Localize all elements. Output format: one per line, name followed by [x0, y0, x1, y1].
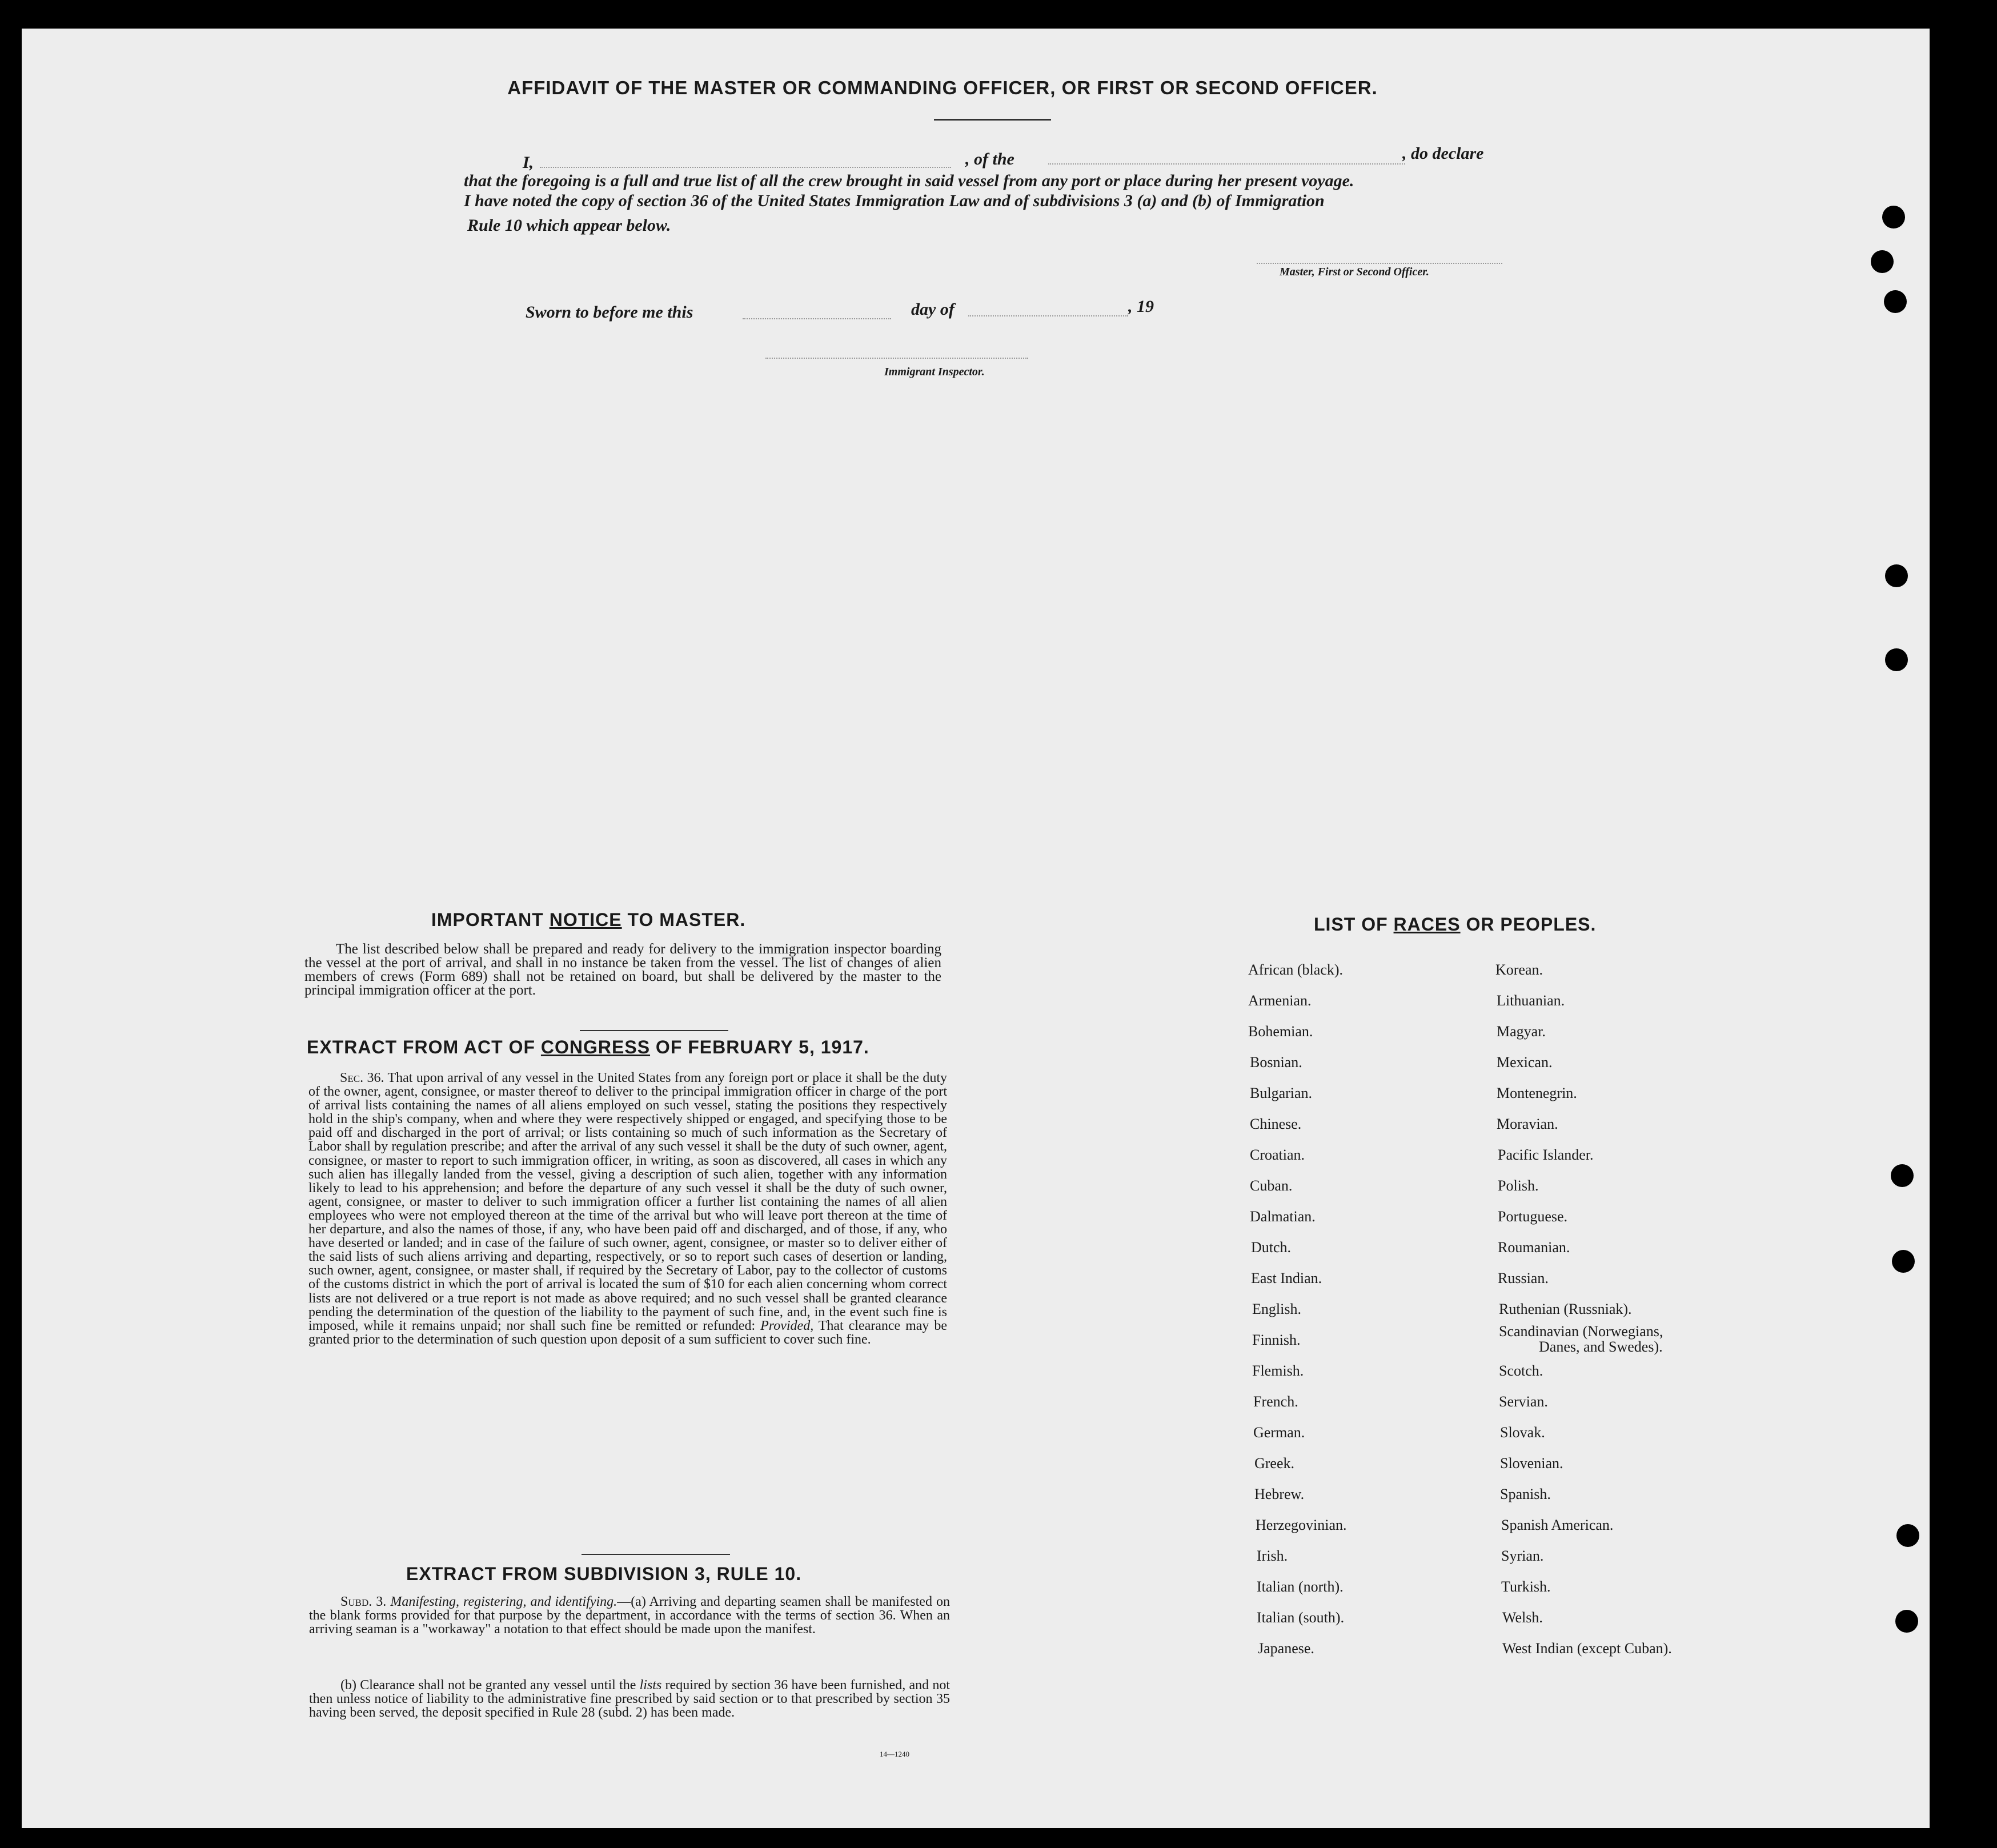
race-item: Welsh.	[1502, 1609, 1543, 1626]
race-item: Magyar.	[1497, 1023, 1546, 1040]
affiant-name-field[interactable]	[540, 167, 951, 168]
race-item: Turkish.	[1501, 1578, 1551, 1595]
notice-title-b: NOTICE	[549, 909, 622, 930]
act-title-c: OF FEBRUARY 5, 1917.	[650, 1037, 869, 1057]
race-item: Japanese.	[1258, 1640, 1314, 1657]
race-item: West Indian (except Cuban).	[1502, 1640, 1672, 1657]
races-title	[1314, 914, 1596, 935]
races-title-a: LIST OF	[1314, 914, 1394, 935]
punch-hole	[1884, 290, 1907, 313]
affidavit-line-4: Rule 10 which appear below.	[467, 216, 671, 235]
affidavit-title: AFFIDAVIT OF THE MASTER OR COMMANDING OFFICER, OR FIRST OR SECOND OFFICER.	[507, 77, 1378, 98]
sworn-label: Sworn to before me this	[526, 303, 693, 322]
race-item: Irish.	[1257, 1548, 1288, 1564]
act-body-end: That clearance may be granted prior to the determination of such question upon deposit of a sum sufficient to cover such fine.	[308, 1318, 948, 1347]
notice-title-a: IMPORTANT	[431, 909, 550, 930]
races-title-b: RACES	[1393, 914, 1461, 935]
form-number: 14—1240	[880, 1750, 909, 1758]
act-title-b: CONGRESS	[540, 1037, 651, 1057]
race-item: Montenegrin.	[1497, 1085, 1577, 1101]
punch-hole	[1885, 564, 1908, 587]
sworn-day-field[interactable]	[743, 318, 891, 319]
race-item: Slovak.	[1500, 1424, 1545, 1441]
race-item: Croatian.	[1250, 1147, 1305, 1163]
master-signature-label: Master, First or Second Officer.	[1280, 266, 1429, 278]
race-item: Lithuanian.	[1497, 992, 1565, 1009]
race-item: Pacific Islander.	[1498, 1147, 1594, 1163]
race-item: Servian.	[1499, 1393, 1548, 1410]
affiant-label: I,	[523, 153, 534, 172]
race-item: Finnish.	[1252, 1332, 1301, 1348]
race-item: English.	[1252, 1301, 1301, 1317]
race-item: Hebrew.	[1254, 1486, 1305, 1502]
act-body: That upon arrival of any vessel in the United States from any foreign port or place it shall be the duty of the owner, agent, consignee, or master thereof to deliver to the principal immigration officer in charge of the port of arrival lists containing the names of all aliens employed on such vessel, stating the positions they respectively hold in the ship's company, when and where they were respectively shipped or engaged, and specifying those to be paid off and discharged in the port of arrival; or lists containing so much of such information as the Secretary of Labor shall by regulation prescribe; and after the arrival of any such vessel it shall be the duty of such owner, agent, consignee, or master to report to such immigration officer, in writing, as soon as discovered, all cases in which any such alien has illegally landed from the vessel, giving a description of such alien, together with any information likely to lead to his apprehension; and before the departure of any such vessel it shall be the duty of such owner, agent, consignee, or master to deliver to such immigration officer a further list containing the names of all alien employees who were not employed thereon at the time of the arrival but who will leave port thereon at the time of her departure, and also the names of those, if any, who have been paid off and discharged, and of those, if any, who have deserted or landed; and in case of the failure of such owner, agent, consignee, or master so to deliver either of the said lists of such aliens arriving and departing, respectively, or so to report such cases of desertion or landing, such owner, agent, consignee, or master shall, if required by the Secretary of Labor, pay to the collector of customs of the customs district in which the port of arrival is located the sum of $10 for each alien concerning whom correct lists are not delivered or a true report is not made as above required; and no such vessel shall be granted clearance pending the determination of the question of the liability to the payment of such fine, and, in the event such fine is imposed, while it remains unpaid; nor shall such fine be remitted or refunded:	[308, 1071, 947, 1333]
act-provided: Provided,	[760, 1318, 814, 1333]
race-item: Korean.	[1495, 961, 1543, 978]
vessel-name-field[interactable]	[1048, 163, 1405, 165]
punch-hole	[1896, 1524, 1919, 1547]
race-item: Syrian.	[1501, 1548, 1544, 1564]
punch-hole	[1892, 1250, 1915, 1273]
sworn-month-field[interactable]	[968, 315, 1128, 316]
race-item: Italian (north).	[1257, 1578, 1344, 1595]
title-rule	[934, 119, 1051, 121]
race-item-cont: Danes, and Swedes).	[1539, 1338, 1663, 1355]
race-item: Bosnian.	[1250, 1054, 1302, 1071]
race-item: French.	[1253, 1393, 1298, 1410]
rule-body-a: —(a) Arriving and departing seamen shall be manifested on the blank forms provided for that purpose by the department, in accordance with the terms of section 36. When an arriving seaman is a "workaway" a notation to that effect should be made upon the manifest.	[309, 1594, 950, 1637]
act-section: Sec. 36.	[340, 1071, 384, 1085]
race-item: Cuban.	[1250, 1177, 1293, 1194]
year-label: , 19	[1128, 297, 1154, 316]
punch-hole	[1871, 250, 1894, 273]
race-item: Dalmatian.	[1250, 1208, 1316, 1225]
punch-hole	[1891, 1164, 1914, 1187]
affidavit-line-3: I have noted the copy of section 36 of the United States Immigration Law and of subdivisions 3 (a) and (b) of Immigration	[464, 191, 1325, 210]
of-the-label: , of the	[965, 150, 1014, 169]
punch-hole	[1895, 1610, 1918, 1633]
race-item: Moravian.	[1497, 1116, 1558, 1132]
race-item: Slovenian.	[1500, 1455, 1563, 1472]
punch-hole	[1885, 648, 1908, 671]
rule-lists: lists	[639, 1678, 662, 1693]
act-title	[307, 1037, 869, 1058]
rule-text-b	[309, 1678, 950, 1719]
punch-hole	[1882, 206, 1905, 229]
rule-title: EXTRACT FROM SUBDIVISION 3, RULE 10.	[406, 1564, 802, 1584]
race-item: Italian (south).	[1257, 1609, 1345, 1626]
inspector-signature-label: Immigrant Inspector.	[884, 366, 985, 378]
act-rule	[582, 1554, 730, 1555]
act-title-a: EXTRACT FROM ACT OF	[307, 1037, 541, 1057]
race-item: Flemish.	[1252, 1362, 1304, 1379]
race-item: Chinese.	[1250, 1116, 1302, 1132]
race-item: Spanish.	[1500, 1486, 1551, 1502]
race-item: Armenian.	[1248, 992, 1312, 1009]
race-item: Ruthenian (Russniak).	[1499, 1301, 1632, 1317]
races-title-c: OR PEOPLES.	[1460, 914, 1597, 935]
rule-heading: Manifesting, registering, and identifying.	[390, 1594, 617, 1609]
day-of-label: day of	[911, 300, 955, 319]
inspector-signature-field[interactable]	[765, 358, 1028, 359]
race-item: African (black).	[1248, 961, 1344, 978]
notice-text: The list described below shall be prepared and ready for delivery to the immigration inspector boarding the vessel at the port of arrival, and shall in no instance be taken from the vessel. The list of changes of alien members of crews (Form 689) shall not be retained on board, but shall be delivered by the master to the principal immigration officer at the port.	[304, 941, 941, 998]
do-declare-label: , do declare	[1402, 144, 1484, 163]
notice-rule	[580, 1030, 728, 1031]
master-signature-field[interactable]	[1257, 263, 1502, 264]
race-item: Spanish American.	[1501, 1517, 1614, 1533]
affidavit-line-2: that the foregoing is a full and true list of all the crew brought in said vessel from any port or place during her present voyage.	[464, 171, 1354, 190]
race-item: Scotch.	[1499, 1362, 1543, 1379]
race-item: Russian.	[1498, 1270, 1549, 1286]
race-item: East Indian.	[1251, 1270, 1322, 1286]
race-item: Scandinavian (Norwegians,	[1499, 1323, 1663, 1340]
race-item: Polish.	[1498, 1177, 1539, 1194]
notice-title	[431, 909, 745, 931]
rule-body-b-pre: (b) Clearance shall not be granted any vessel until the	[340, 1678, 636, 1693]
act-text	[308, 1071, 947, 1346]
race-item: Portuguese.	[1498, 1208, 1568, 1225]
rule-body-b: required by section 36 have been furnished, and not then unless notice of liability to the administrative fine prescribed by said section or to that prescribed by section 35 having been served, the deposit specified in Rule 28 (subd. 2) has been made.	[309, 1678, 951, 1721]
rule-text-a	[309, 1595, 950, 1636]
race-item: Greek.	[1254, 1455, 1295, 1472]
race-item: Bulgarian.	[1250, 1085, 1313, 1101]
notice-title-c: TO MASTER.	[621, 909, 746, 930]
race-item: Mexican.	[1497, 1054, 1553, 1071]
race-item: Bohemian.	[1248, 1023, 1313, 1040]
race-item: Roumanian.	[1498, 1239, 1570, 1256]
race-item: German.	[1253, 1424, 1305, 1441]
race-item: Herzegovinian.	[1256, 1517, 1347, 1533]
form-page	[22, 29, 1930, 1828]
race-item: Dutch.	[1251, 1239, 1292, 1256]
rule-subd: Subd. 3.	[340, 1594, 387, 1609]
